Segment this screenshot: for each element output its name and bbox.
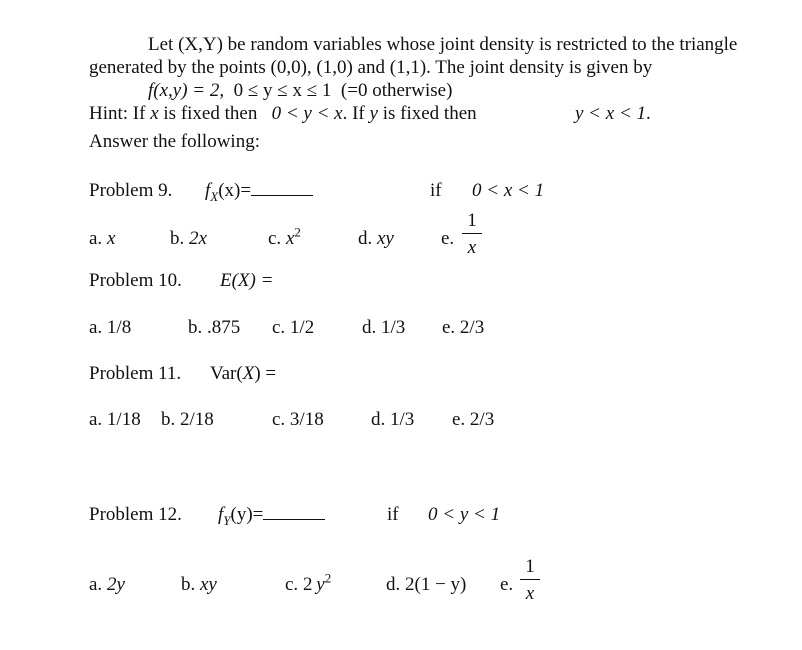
choice-a-value: 2y [106,574,125,595]
density-otherwise: (=0 otherwise) [340,80,453,101]
hint-fixed-then-2: is fixed then [382,103,477,124]
problem-12-choice-c [285,570,332,595]
problem-9-sub: X [210,188,219,204]
choice-c-base: x [285,228,295,249]
density-formula: f(x,y) = 2, [148,80,225,101]
choice-d-value: 2(1 − y) [405,574,467,595]
fraction-bar [462,233,482,234]
fraction-denominator: x [525,583,535,604]
hint-fixed-then-1: is fixed then [163,103,258,124]
choice-c-label: c. [285,574,299,595]
problem-12-expression [218,504,325,528]
problem-11-choice-e: e. 2/3 [452,409,495,430]
density-condition: 0 ≤ y ≤ x ≤ 1 [233,80,332,101]
problem-9-f: f [205,180,211,201]
problem-11-choice-c: c. 3/18 [272,409,324,430]
problem-11-expression [210,364,276,383]
hint-var-y: y [369,103,378,124]
problem-9-choice-d [358,229,394,248]
problem-11-equals: ) = [254,363,277,384]
choice-c-base: y [316,574,325,595]
choice-c-label: c. [268,228,282,249]
problem-10-choice-e: e. 2/3 [442,317,485,338]
hint-condition-2 [575,104,651,123]
choice-a-label: a. [89,574,103,595]
problem-12-choice-e-fraction [520,557,540,603]
choice-b-value: 2x [189,228,207,249]
problem-9-choice-e-label: e. [441,228,455,249]
problem-10-choice-d: d. 1/3 [362,317,406,338]
choice-c-exponent: 2 [294,224,301,240]
problem-9-label: Problem 9. [89,180,173,201]
problem-11-var-x: X [242,363,255,384]
hint-condition-1: 0 < y < x [271,103,343,124]
problem-9-arg: (x)= [218,180,252,201]
problem-12-answer-blank [263,519,325,520]
choice-d-value: xy [377,228,394,249]
problem-12-choice-e-label: e. [500,574,514,595]
problem-9-choice-a [89,229,115,248]
fraction-numerator: 1 [525,556,535,577]
intro-line-1: Let (X,Y) be random variables whose joint density is restricted to the triangle [148,34,738,55]
hint-condition-2-text: y < x < 1 [575,103,647,124]
problem-12-f: f [218,504,224,525]
intro-line-2: generated by the points (0,0), (1,0) and (1,1). The joint density is given by [89,57,653,78]
fraction-numerator: 1 [467,210,477,231]
choice-a-value: x [106,228,116,249]
fraction-bar [520,579,540,580]
problem-12-choice-d [386,575,466,594]
problem-12-arg: (y)= [230,504,264,525]
problem-9-answer-blank [251,195,313,196]
problem-10-choice-a: a. 1/8 [89,317,132,338]
choice-b-label: b. [181,574,196,595]
hint-line [89,104,477,123]
problem-12-choice-b [181,575,217,594]
joint-density-line [148,81,452,100]
choice-c-coefficient: 2 [302,574,313,595]
problem-12-sub: Y [223,512,231,528]
hint-mid: . If [342,103,365,124]
problem-10-label: Problem 10. [89,270,182,291]
problem-12-label: Problem 12. [89,504,182,525]
choice-b-value: xy [200,574,217,595]
hint-var-x: x [150,103,159,124]
problem-10-choice-c: c. 1/2 [272,317,315,338]
problem-9-choice-b [170,229,207,248]
problem-11-choice-b: b. 2/18 [161,409,214,430]
problem-11-label: Problem 11. [89,363,182,384]
problem-9-choice-c [268,224,301,249]
choice-b-label: b. [170,228,185,249]
problem-12-range: 0 < y < 1 [428,504,501,525]
problem-10-choice-b: b. .875 [188,317,241,338]
problem-11-var-func: Var( [210,363,243,384]
problem-11-choice-a: a. 1/18 [89,409,141,430]
choice-a-label: a. [89,228,103,249]
fraction-denominator: x [467,237,477,258]
problem-12-choice-a [89,575,125,594]
problem-9-if: if [430,180,442,201]
problem-9-choice-e-fraction [462,211,482,257]
choice-c-exponent: 2 [324,570,332,586]
hint-prefix: Hint: If [89,103,146,124]
choice-d-label: d. [358,228,373,249]
problem-9-expression [205,180,313,204]
problem-12-if: if [387,504,399,525]
hint-end: . [646,103,651,124]
problem-11-choice-d: d. 1/3 [371,409,415,430]
choice-d-label: d. [386,574,401,595]
problem-9-range: 0 < x < 1 [472,180,545,201]
problem-10-expression: E(X) = [220,270,274,291]
answer-prompt: Answer the following: [89,131,260,152]
